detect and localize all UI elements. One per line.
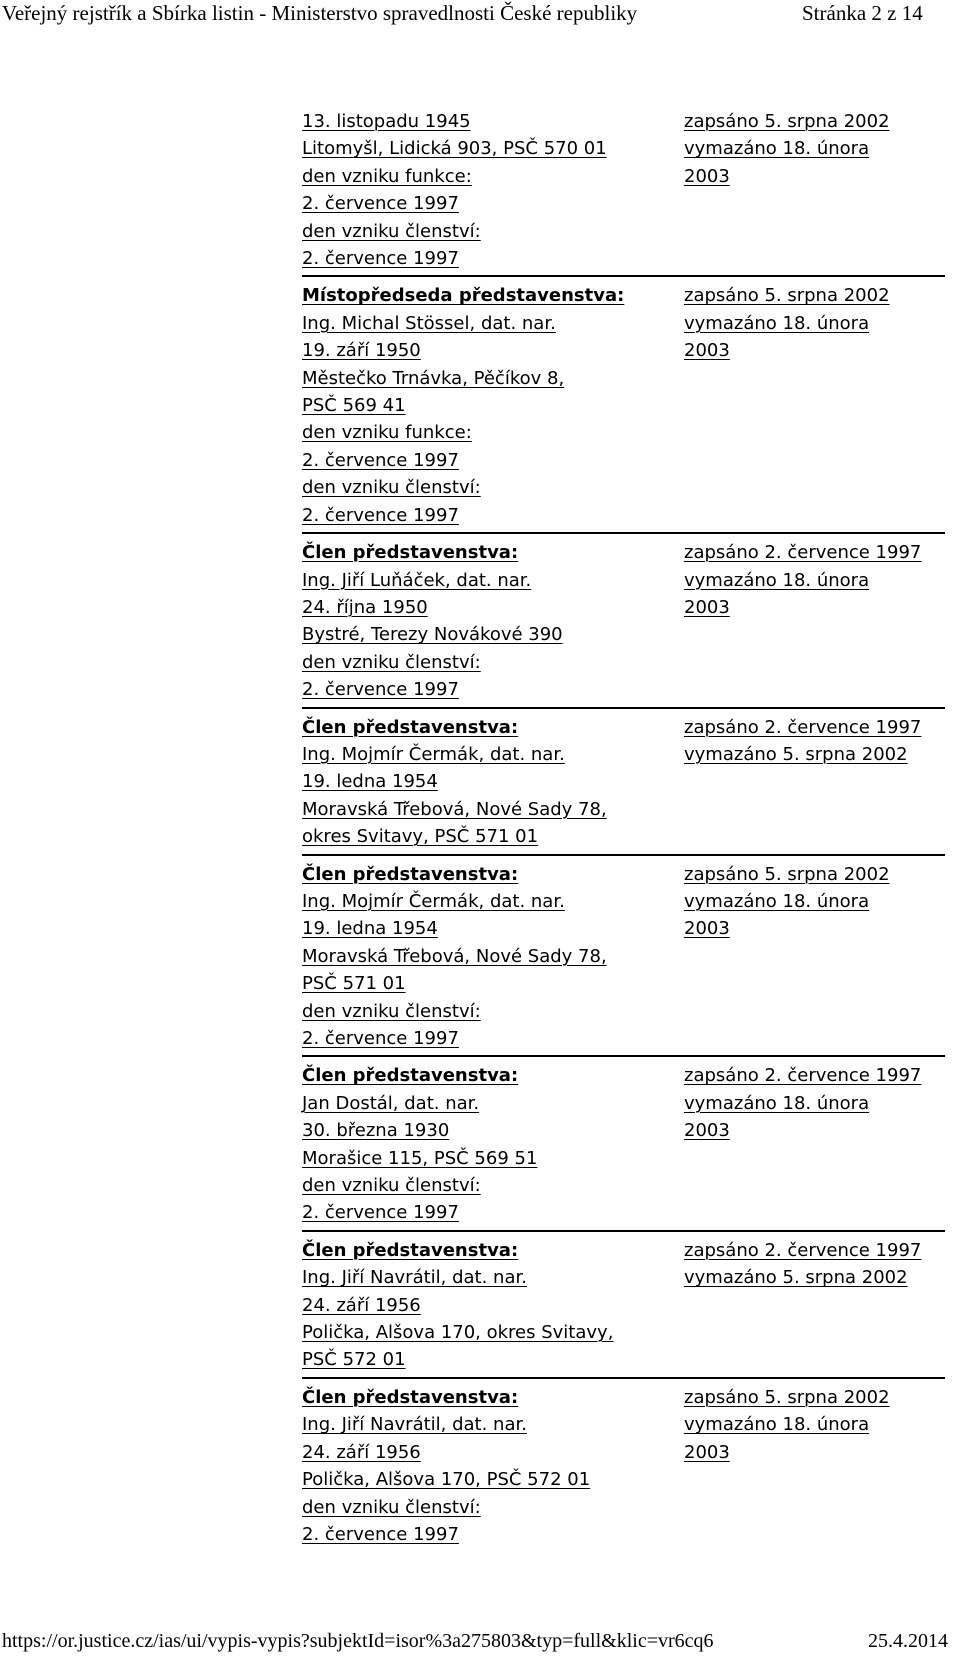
entry-status-line: 2003 — [684, 1441, 730, 1463]
entry-detail-line: den vzniku funkce: — [302, 165, 472, 187]
entry-detail-line: den vzniku členství: — [302, 1175, 481, 1197]
entry-status — [684, 539, 945, 703]
entry-details — [302, 282, 684, 529]
entry-detail-line: 2. července 1997 — [302, 1523, 459, 1545]
page-number: Stránka 2 z 14 — [802, 1, 923, 25]
entry-details — [302, 539, 684, 703]
entry-detail-line: Polička, Alšova 170, okres Svitavy, — [302, 1322, 614, 1344]
entry-status — [684, 714, 945, 851]
entry-details — [302, 861, 684, 1053]
footer-url: https://or.justice.cz/ias/ui/vypis-vypis?subjektId=isor%3a275803&typ=full&klic=vr6cq6 — [2, 1630, 714, 1652]
entry-status-line: 2003 — [684, 596, 730, 618]
register-entry — [302, 538, 945, 708]
entry-status-line: zapsáno 2. července 1997 — [684, 542, 922, 564]
entry-status — [684, 282, 945, 529]
entry-role: Člen představenstva: — [302, 542, 519, 564]
entry-detail-line: 19. ledna 1954 — [302, 771, 438, 793]
entry-detail-line: 24. září 1956 — [302, 1441, 421, 1463]
entry-detail-line: den vzniku členství: — [302, 220, 481, 242]
entry-status-line: zapsáno 2. července 1997 — [684, 716, 922, 738]
entry-details — [302, 1237, 684, 1374]
entry-status-line: 2003 — [684, 1120, 730, 1142]
entry-detail-line: 19. září 1950 — [302, 340, 421, 362]
entry-detail-line: den vzniku členství: — [302, 477, 481, 499]
entry-detail-line: Moravská Třebová, Nové Sady 78, — [302, 798, 607, 820]
entry-detail-line: Ing. Jiří Luňáček, dat. nar. — [302, 569, 532, 591]
entry-status — [684, 108, 945, 272]
entry-detail-line: Městečko Trnávka, Pěčíkov 8, — [302, 367, 565, 389]
entry-details — [302, 1062, 684, 1226]
entry-status-line: vymazáno 5. srpna 2002 — [684, 1267, 908, 1289]
entry-detail-line: 24. října 1950 — [302, 596, 428, 618]
entry-detail-line: 2. července 1997 — [302, 1202, 459, 1224]
entry-detail-line: den vzniku členství: — [302, 1000, 481, 1022]
entry-detail-line: 2. července 1997 — [302, 1028, 459, 1049]
entry-status-line: zapsáno 2. července 1997 — [684, 1239, 922, 1261]
entry-status — [684, 1384, 945, 1548]
entry-status-line: 2003 — [684, 340, 730, 362]
register-entry — [302, 281, 945, 534]
entry-detail-line: PSČ 571 01 — [302, 973, 406, 995]
register-entry — [302, 1236, 945, 1379]
footer-date: 25.4.2014 — [868, 1630, 948, 1652]
entry-role: Člen představenstva: — [302, 1065, 519, 1087]
entry-status-line: zapsáno 5. srpna 2002 — [684, 863, 890, 885]
entry-status-line: zapsáno 5. srpna 2002 — [684, 111, 890, 132]
entry-status-line: 2003 — [684, 165, 730, 187]
entry-detail-line: Ing. Jiří Navrátil, dat. nar. — [302, 1414, 527, 1436]
entry-detail-line: Moravská Třebová, Nové Sady 78, — [302, 945, 607, 967]
entry-role: Člen představenstva: — [302, 716, 519, 738]
entry-detail-line: 2. července 1997 — [302, 679, 459, 701]
entry-detail-line: Bystré, Terezy Novákové 390 — [302, 624, 563, 646]
page-footer — [0, 1630, 960, 1656]
entry-status — [684, 861, 945, 1053]
entry-status — [684, 1237, 945, 1374]
entry-detail-line: Ing. Michal Stössel, dat. nar. — [302, 312, 556, 334]
entry-role: Člen představenstva: — [302, 1386, 519, 1408]
entry-role: Místopředseda představenstva: — [302, 285, 625, 307]
entry-detail-line: 19. ledna 1954 — [302, 918, 438, 940]
register-entries — [302, 108, 945, 1555]
entry-detail-line: Ing. Mojmír Čermák, dat. nar. — [302, 743, 565, 765]
register-entry — [302, 108, 945, 277]
entry-detail-line: Morašice 115, PSČ 569 51 — [302, 1147, 538, 1169]
entry-status-line: vymazáno 18. února — [684, 1092, 870, 1114]
register-entry — [302, 1383, 945, 1551]
entry-status-line: zapsáno 5. srpna 2002 — [684, 285, 890, 307]
page-header — [0, 0, 960, 30]
entry-status-line: vymazáno 5. srpna 2002 — [684, 743, 908, 765]
entry-status-line: 2003 — [684, 918, 730, 940]
entry-status-line: zapsáno 2. července 1997 — [684, 1065, 922, 1087]
entry-details — [302, 714, 684, 851]
entry-details — [302, 108, 684, 272]
entry-role: Člen představenstva: — [302, 1239, 519, 1261]
entry-detail-line: 24. září 1956 — [302, 1294, 421, 1316]
entry-detail-line: PSČ 572 01 — [302, 1349, 406, 1371]
entry-status-line: vymazáno 18. února — [684, 890, 870, 912]
entry-status — [684, 1062, 945, 1226]
entry-status-line: vymazáno 18. února — [684, 1414, 870, 1436]
register-entry — [302, 1061, 945, 1231]
entry-detail-line: Ing. Mojmír Čermák, dat. nar. — [302, 890, 565, 912]
entry-detail-line: okres Svitavy, PSČ 571 01 — [302, 826, 539, 848]
register-entry — [302, 860, 945, 1058]
entry-status-line: zapsáno 5. srpna 2002 — [684, 1386, 890, 1408]
entry-detail-line: den vzniku členství: — [302, 1496, 481, 1518]
entry-status-line: vymazáno 18. února — [684, 138, 870, 160]
entry-role: Člen představenstva: — [302, 863, 519, 885]
entry-detail-line: 13. listopadu 1945 — [302, 111, 471, 132]
entry-detail-line: PSČ 569 41 — [302, 395, 406, 417]
entry-detail-line: Polička, Alšova 170, PSČ 572 01 — [302, 1469, 591, 1491]
entry-detail-line: Litomyšl, Lidická 903, PSČ 570 01 — [302, 138, 607, 160]
entry-detail-line: 2. července 1997 — [302, 504, 459, 526]
entry-detail-line: den vzniku členství: — [302, 651, 481, 673]
entry-detail-line: Jan Dostál, dat. nar. — [302, 1092, 480, 1114]
entry-detail-line: 2. července 1997 — [302, 248, 459, 270]
entry-details — [302, 1384, 684, 1548]
entry-detail-line: 30. března 1930 — [302, 1120, 450, 1142]
header-title: Veřejný rejstřík a Sbírka listin - Ministerstvo spravedlnosti České republiky — [2, 1, 638, 25]
entry-detail-line: 2. července 1997 — [302, 449, 459, 471]
entry-status-line: vymazáno 18. února — [684, 312, 870, 334]
entry-detail-line: Ing. Jiří Navrátil, dat. nar. — [302, 1267, 527, 1289]
entry-status-line: vymazáno 18. února — [684, 569, 870, 591]
entry-detail-line: den vzniku funkce: — [302, 422, 472, 444]
register-entry — [302, 713, 945, 856]
entry-detail-line: 2. července 1997 — [302, 193, 459, 215]
